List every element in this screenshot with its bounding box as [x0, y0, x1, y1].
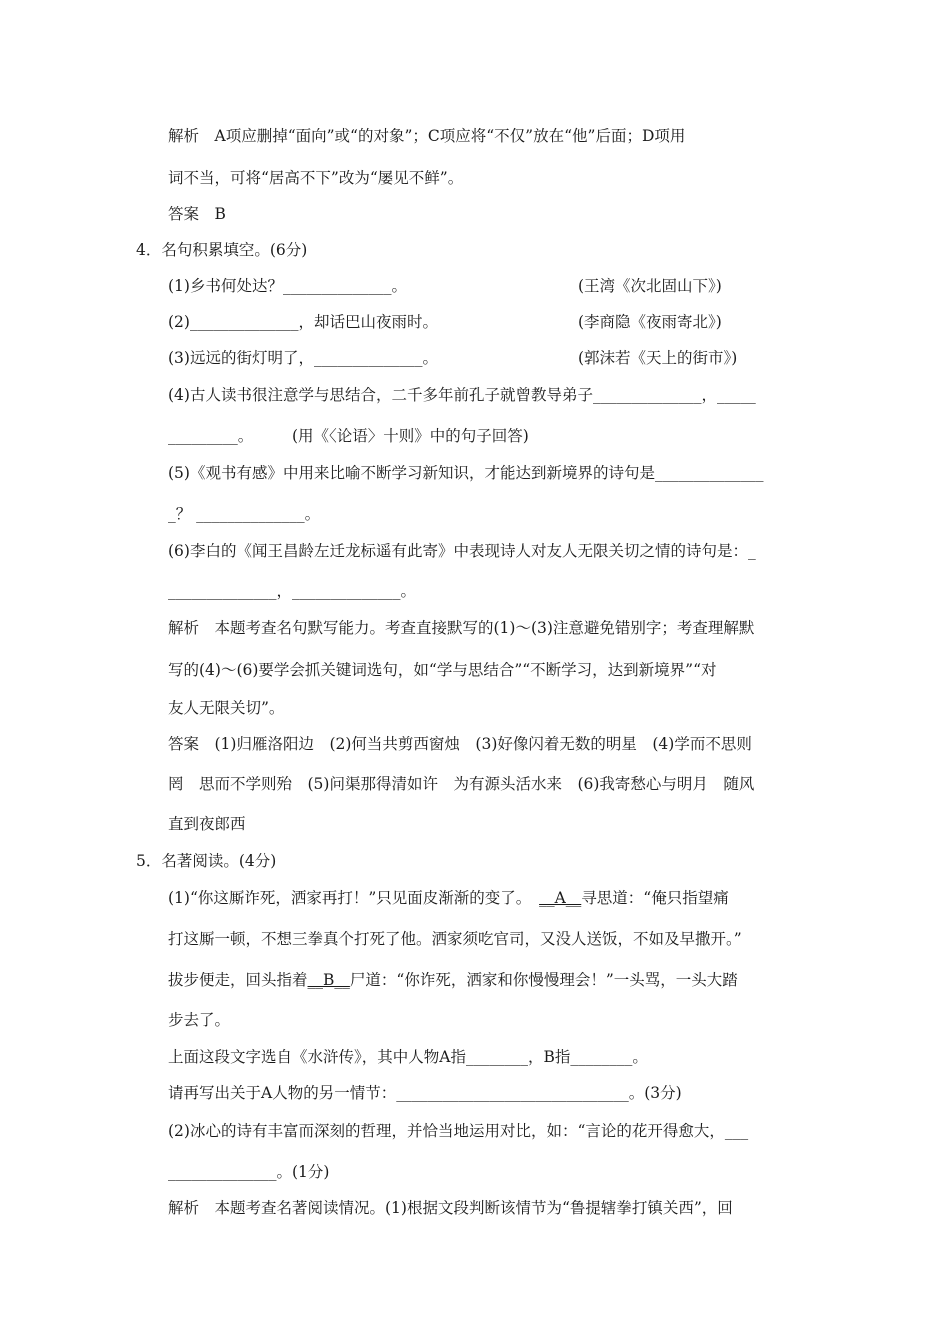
- answer-line: 答案 B: [168, 205, 226, 223]
- q5-passage-text: 拔步便走，回头指着: [168, 971, 308, 989]
- q4-item-1: (1)乡书何处达？______________。: [168, 277, 407, 295]
- q5-question-cont: ______________。(1分): [168, 1163, 330, 1181]
- q4-item-2-source: (李商隐《夜雨寄北》): [578, 313, 722, 331]
- q5-question: 请再写出关于A人物的另一情节：______________________________。(3分): [168, 1084, 682, 1102]
- q4-item-2: (2)______________，却话巴山夜雨时。: [168, 313, 438, 331]
- analysis-line: 解析 本题考查名著阅读情况。(1)根据文段判断该情节为“鲁提辖拳打镇关西”，回: [168, 1199, 733, 1217]
- q5-passage-line: 打这厮一顿，不想三拳真个打死了他。洒家须吃官司，又没人送饭，不如及早撒开。”: [168, 930, 742, 948]
- q5-passage-text: 尸道：“你诈死，洒家和你慢慢理会！”一头骂，一头大踏: [349, 971, 738, 989]
- analysis-line: 写的(4)～(6)要学会抓关键词选句，如“学与思结合”“不断学习，达到新境界”“对: [168, 661, 717, 679]
- q4-item-1-source: (王湾《次北固山下》): [578, 277, 722, 295]
- q4-item-5: (5)《观书有感》中用来比喻不断学习新知识，才能达到新境界的诗句是______________: [168, 464, 764, 482]
- q4-item-4-cont: _________。 (用《〈论语〉十则》中的句子回答): [168, 427, 529, 445]
- question-5-title: 5．名著阅读。(4分): [136, 852, 277, 870]
- q5-passage-line: [168, 970, 738, 990]
- q4-item-6: (6)李白的《闻王昌龄左迁龙标遥有此寄》中表现诗人对友人无限关切之情的诗句是：_: [168, 542, 756, 560]
- q5-passage-text: 寻思道：“俺只指望痛: [581, 889, 729, 907]
- answer-line: 罔 思而不学则殆 (5)问渠那得清如许 为有源头活水来 (6)我寄愁心与明月 随风: [168, 775, 755, 793]
- q4-item-4: (4)古人读书很注意学与思结合，二千多年前孔子就曾教导弟子______________，_____: [168, 386, 756, 404]
- q4-item-3: (3)远远的街灯明了，______________。: [168, 349, 438, 367]
- analysis-line: 解析 本题考查名句默写能力。考查直接默写的(1)～(3)注意避免错别字；考查理解默: [168, 619, 755, 637]
- q5-question: 上面这段文字选自《水浒传》，其中人物A指________，B指________。: [168, 1048, 648, 1066]
- analysis-line: 解析 A项应删掉“面向”或“的对象”；C项应将“不仅”放在“他”后面；D项用: [168, 127, 686, 145]
- question-4-title: 4．名句积累填空。(6分): [136, 241, 308, 259]
- analysis-line: 友人无限关切”。: [168, 699, 285, 717]
- blank-b: __B__: [307, 971, 350, 989]
- analysis-line: 词不当，可将“居高不下”改为“屡见不鲜”。: [168, 169, 464, 187]
- blank-a: __A__: [539, 889, 582, 907]
- q5-passage-text: (1)“你这厮诈死，洒家再打！”只见面皮渐渐的变了。: [168, 889, 540, 907]
- q5-question: (2)冰心的诗有丰富而深刻的哲理，并恰当地运用对比，如：“言论的花开得愈大，___: [168, 1122, 749, 1140]
- q4-item-5-cont: _？ ______________。: [168, 505, 321, 523]
- q4-item-6-cont: ______________，______________。: [168, 582, 417, 600]
- answer-line: 直到夜郎西: [168, 815, 246, 833]
- q4-item-3-source: (郭沫若《天上的街市》): [578, 349, 738, 367]
- q5-passage-line: 步去了。: [168, 1011, 231, 1029]
- answer-line: 答案 (1)归雁洛阳边 (2)何当共剪西窗烛 (3)好像闪着无数的明星 (4)学而不思则: [168, 735, 752, 753]
- q5-passage-line: [168, 888, 729, 908]
